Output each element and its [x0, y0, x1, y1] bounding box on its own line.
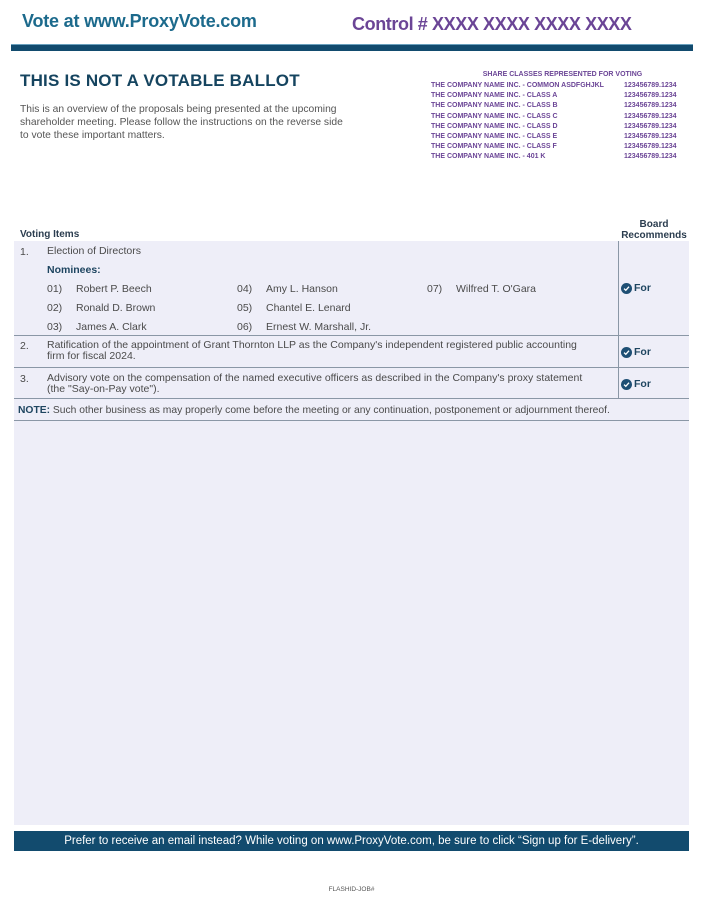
share-class-amount: 123456789.1234	[624, 122, 677, 130]
share-class-name: THE COMPANY NAME INC. - CLASS B	[431, 102, 558, 110]
share-class-amount: 123456789.1234	[624, 92, 677, 100]
nominee	[427, 283, 536, 295]
nominee-name: Wilfred T. O'Gara	[456, 283, 536, 295]
nominee	[237, 283, 338, 295]
nominee	[237, 302, 351, 314]
share-class-row	[431, 91, 686, 101]
nominee-name: James A. Clark	[76, 321, 147, 333]
flash-id: FLASHID-JOB#	[328, 886, 375, 893]
row-divider	[14, 335, 689, 336]
nominee	[47, 321, 147, 333]
recommendation-label: For	[634, 378, 651, 390]
note-text	[18, 405, 610, 416]
share-class-row	[431, 112, 686, 122]
share-class-amount: 123456789.1234	[624, 112, 677, 120]
check-circle-icon	[621, 379, 632, 390]
share-classes-title: SHARE CLASSES REPRESENTED FOR VOTING	[482, 71, 643, 78]
item-3-text-line2: (the "Say-on-Pay vote").	[47, 383, 160, 395]
nominee-number: 03)	[47, 321, 63, 333]
item-2-text	[47, 340, 577, 362]
item-2-recommendation	[621, 346, 651, 358]
nominee	[47, 302, 155, 314]
note-label: NOTE:	[18, 405, 51, 416]
nominee-name: Ronald D. Brown	[76, 302, 156, 314]
control-label: Control #	[352, 14, 428, 34]
nominees-label: Nominees:	[47, 264, 101, 276]
nominee-number: 04)	[237, 283, 253, 295]
nominee-name: Amy L. Hanson	[266, 283, 338, 295]
control-number	[352, 14, 632, 35]
nominee-number: 06)	[237, 321, 253, 333]
check-circle-icon	[621, 347, 632, 358]
share-class-row	[431, 101, 686, 111]
share-class-amount: 123456789.1234	[624, 82, 677, 89]
intro-text: This is an overview of the proposals being presented at the upcoming shareholder meeting. Please follow the instructions on the reverse side to vote these important matters.	[20, 104, 343, 141]
item-3-text	[47, 373, 582, 395]
share-class-row	[431, 152, 686, 162]
item-2-text-line1: Ratification of the appointment of Grant Thornton LLP as the Company's independent registered public accounting	[47, 339, 577, 351]
item-2-text-line2: firm for fiscal 2024.	[47, 350, 136, 362]
share-class-row	[431, 132, 686, 142]
share-class-row	[431, 81, 686, 91]
nominee-name: Ernest W. Marshall, Jr.	[266, 321, 372, 333]
note-body: Such other business as may properly come before the meeting or any continuation, postponement or adjournment thereof.	[50, 405, 610, 416]
share-class-name: THE COMPANY NAME INC. - CLASS E	[431, 132, 558, 140]
share-class-row	[431, 122, 686, 132]
nominee-number: 02)	[47, 302, 63, 314]
item-1-recommendation	[621, 282, 651, 294]
share-class-amount: 123456789.1234	[624, 132, 677, 140]
board-header-line2: Recommends	[621, 230, 687, 241]
control-value: XXXX XXXX XXXX XXXX	[432, 14, 632, 34]
recommendation-label: For	[634, 282, 651, 294]
edelivery-banner: Prefer to receive an email instead? While voting on www.ProxyVote.com, be sure to click “Sign up for E-delivery”.	[14, 831, 689, 851]
share-classes-block	[431, 71, 686, 163]
item-3-recommendation	[621, 378, 651, 390]
nominee	[237, 321, 371, 333]
item-1-number: 1.	[20, 246, 29, 258]
share-class-name: THE COMPANY NAME INC. - CLASS A	[431, 92, 558, 100]
board-recommends-header	[619, 219, 689, 241]
row-divider	[14, 398, 689, 399]
nominee-number: 05)	[237, 302, 253, 314]
recommendation-label: For	[634, 346, 651, 358]
recommendation-column-divider	[618, 241, 619, 398]
row-divider	[14, 367, 689, 368]
nominee-number: 07)	[427, 283, 443, 295]
vote-url-header: Vote at www.ProxyVote.com	[22, 11, 257, 31]
nominee-name: Robert P. Beech	[76, 283, 152, 295]
page-title: THIS IS NOT A VOTABLE BALLOT	[20, 71, 300, 90]
header-divider-bar	[11, 44, 693, 51]
share-class-amount: 123456789.1234	[624, 153, 677, 161]
nominee	[47, 283, 152, 295]
share-class-name: THE COMPANY NAME INC. - CLASS D	[431, 122, 558, 130]
share-class-name: THE COMPANY NAME INC. - 401 K	[431, 153, 546, 161]
share-class-row	[431, 142, 686, 152]
nominee-number: 01)	[47, 283, 63, 295]
share-class-name: THE COMPANY NAME INC. - COMMON ASDFGHJKL	[431, 82, 604, 89]
item-3-number: 3.	[20, 373, 29, 385]
check-circle-icon	[621, 283, 632, 294]
share-class-amount: 123456789.1234	[624, 143, 677, 151]
voting-items-header: Voting Items	[20, 229, 80, 240]
nominee-name: Chantel E. Lenard	[266, 302, 351, 314]
share-class-amount: 123456789.1234	[624, 102, 677, 110]
board-header-line1: Board	[639, 219, 669, 230]
share-class-name: THE COMPANY NAME INC. - CLASS C	[431, 112, 558, 120]
row-divider	[14, 420, 689, 421]
share-class-name: THE COMPANY NAME INC. - CLASS F	[431, 143, 557, 151]
item-2-number: 2.	[20, 340, 29, 352]
item-1-text: Election of Directors	[47, 245, 141, 257]
item-3-text-line1: Advisory vote on the compensation of the named executive officers as described in the Company's proxy statement	[47, 372, 583, 384]
